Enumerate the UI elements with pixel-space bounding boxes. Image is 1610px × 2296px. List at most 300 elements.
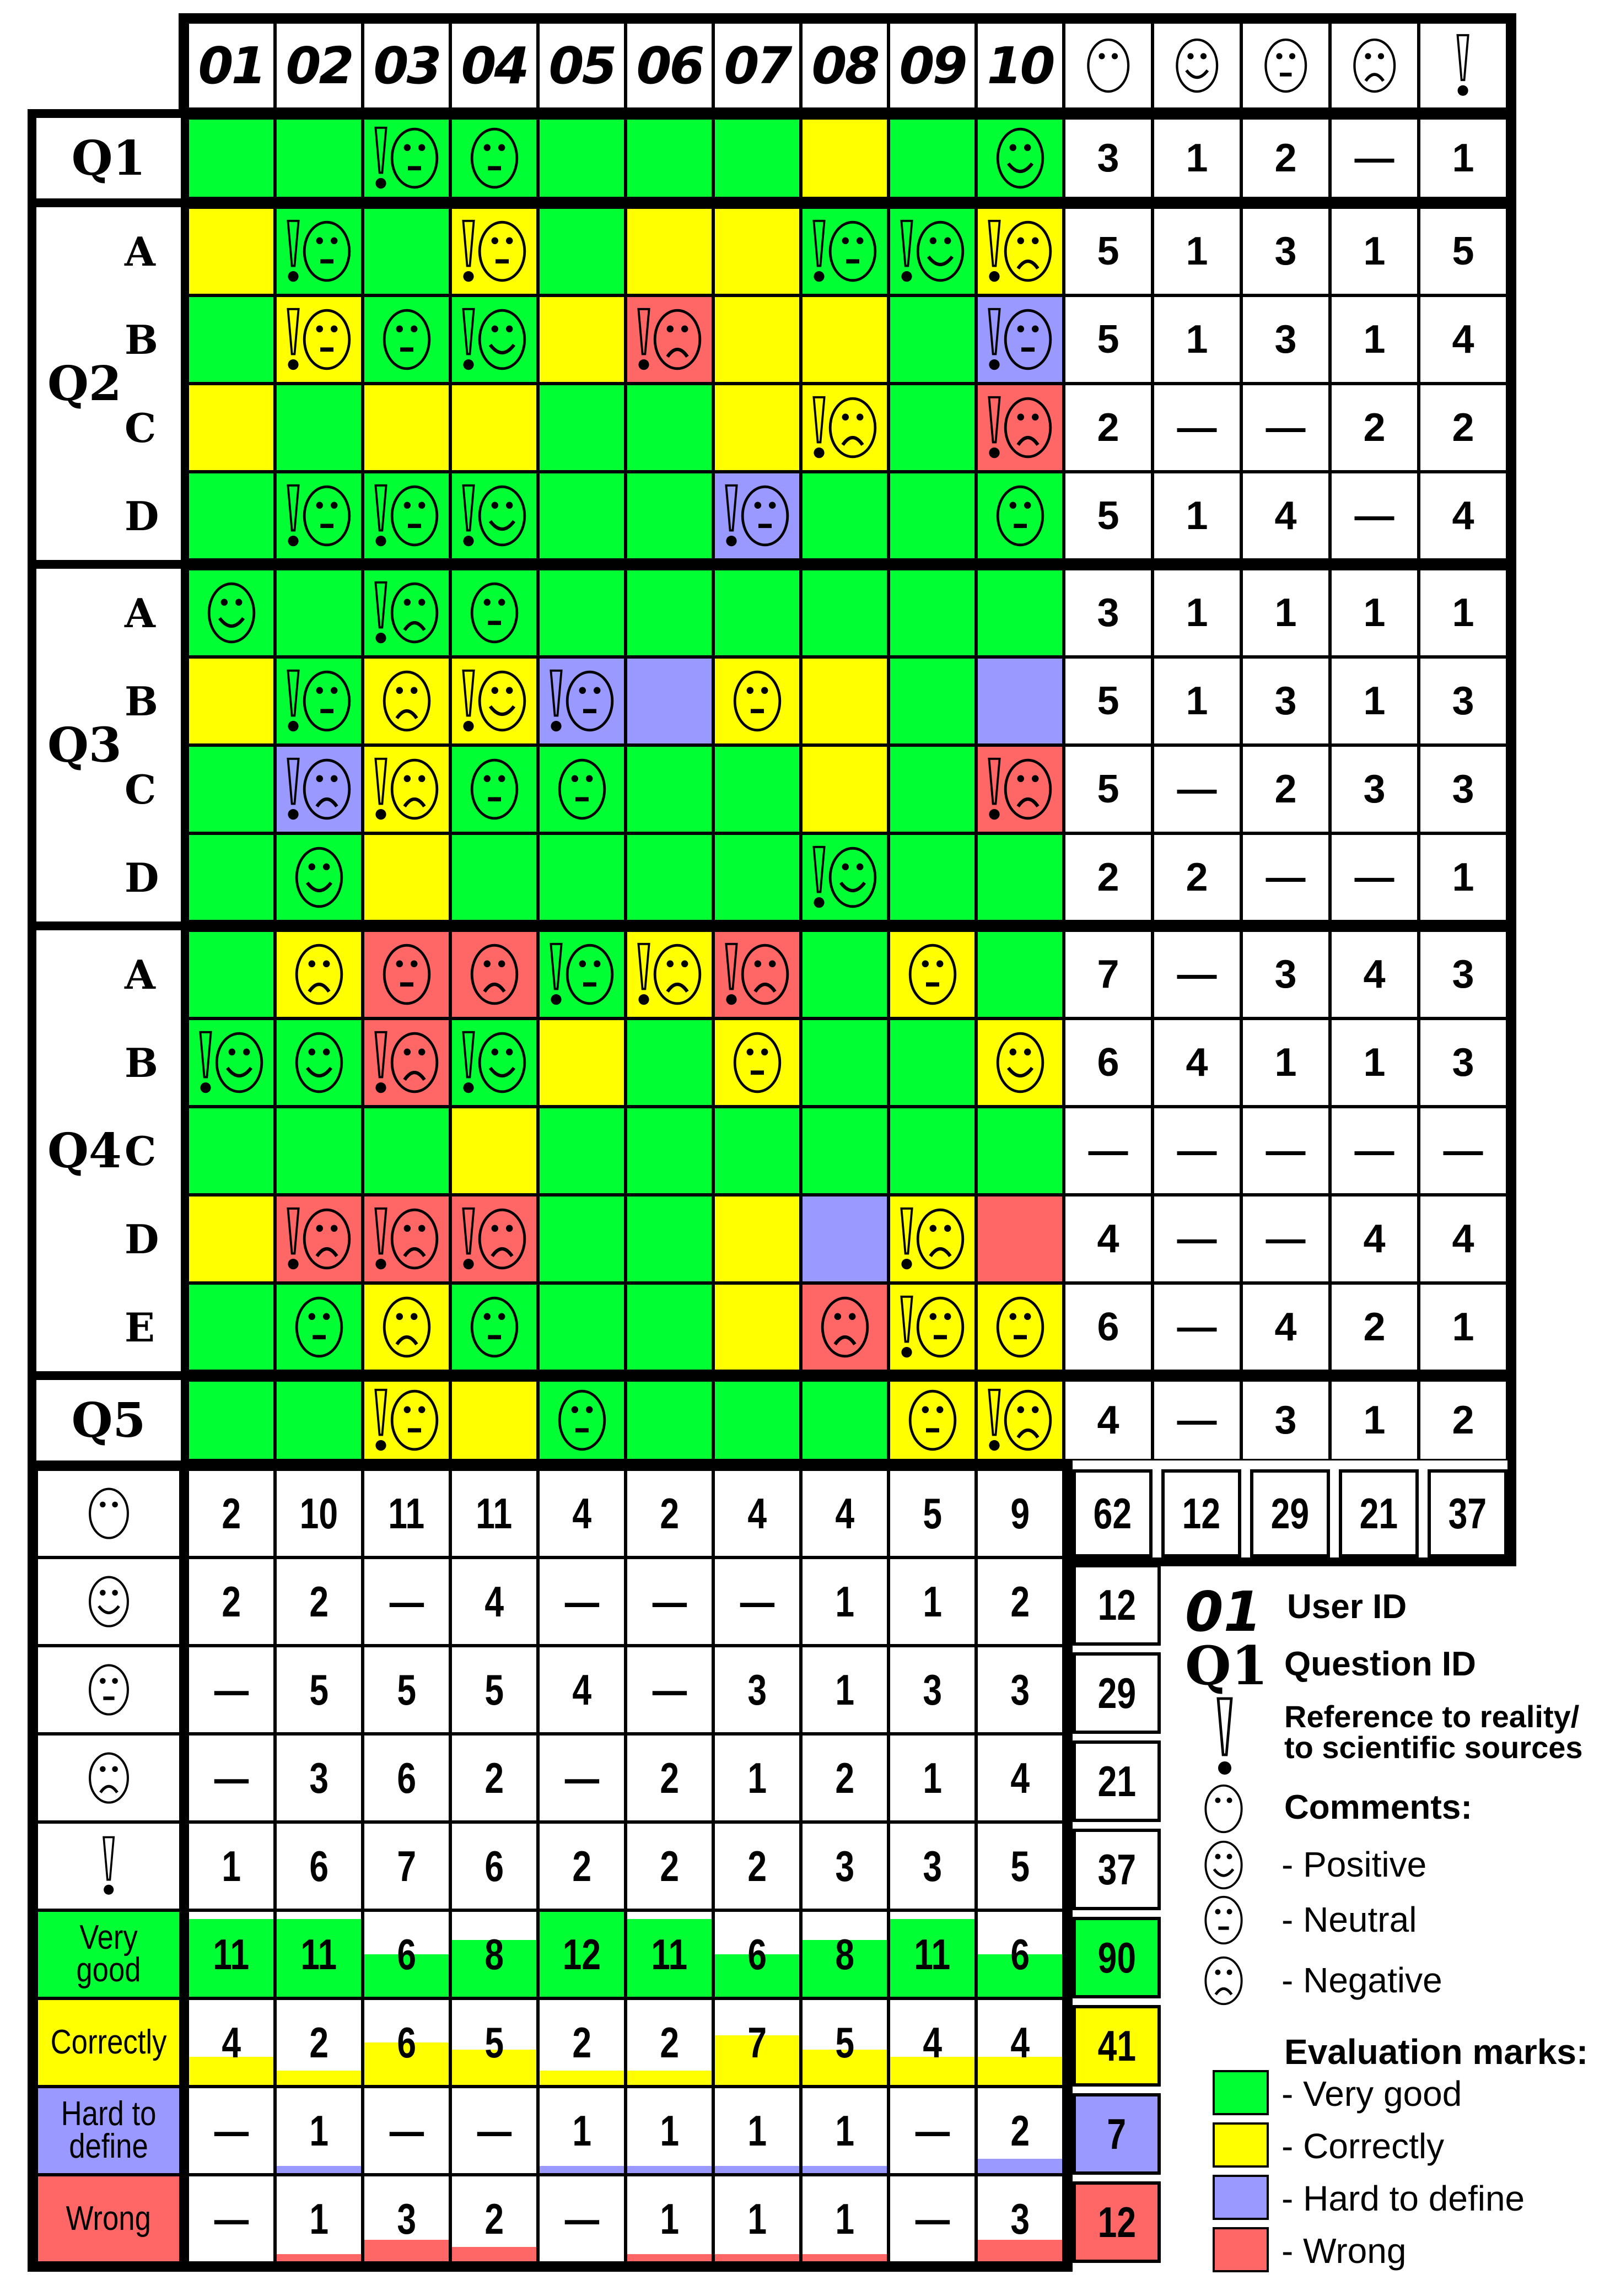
summary-count: — — [1354, 1129, 1394, 1173]
count: 6 — [309, 1841, 329, 1890]
exclamation-icon — [373, 125, 389, 191]
comment-mark — [906, 941, 959, 1007]
neutral-face-icon — [826, 218, 879, 284]
evaluation-cell — [450, 118, 538, 198]
user-eval-count — [363, 2175, 450, 2263]
summary-count: 2 — [1274, 136, 1297, 180]
evaluation-cell — [450, 295, 538, 384]
question-label-Q3 — [36, 569, 181, 921]
exclamation-icon — [723, 941, 740, 1007]
evaluation-cell — [626, 1195, 713, 1283]
evaluation-cell — [363, 1107, 450, 1195]
thick-border — [28, 921, 1516, 930]
evaluation-cell — [801, 657, 889, 745]
evaluation-cell — [976, 930, 1064, 1018]
positive-face-icon — [476, 306, 529, 373]
comment-mark — [556, 756, 609, 822]
neutral-face-icon — [1001, 306, 1054, 373]
evaluation-cell — [889, 745, 976, 833]
negative-face-icon — [1001, 1387, 1054, 1453]
user-id-label: 03 — [373, 36, 440, 95]
count: 11 — [213, 1929, 250, 1979]
evaluation-cell — [713, 930, 801, 1018]
evaluation-cell — [187, 930, 275, 1018]
count: 9 — [1010, 1489, 1030, 1538]
evaluation-cell — [713, 569, 801, 657]
face-icon — [1085, 35, 1132, 96]
question-id: Q4 — [47, 1123, 122, 1179]
user-id-label: 05 — [548, 36, 615, 95]
evaluation-cell — [713, 1107, 801, 1195]
comment-mark — [898, 1294, 967, 1360]
user-eval-count — [626, 2087, 713, 2175]
user-comment-count — [450, 1646, 538, 1734]
count: 3 — [835, 1841, 854, 1890]
user-eval-count — [187, 1910, 275, 1998]
negative-face-icon — [300, 1206, 353, 1272]
thick-border — [1507, 1371, 1516, 1469]
evaluation-cell — [450, 1380, 538, 1460]
negative-face-icon — [300, 756, 353, 822]
count-bar — [277, 2254, 361, 2261]
summary-count: 3 — [1274, 1398, 1297, 1442]
sub-question-id: C — [125, 766, 157, 813]
exclamation-icon — [373, 1206, 389, 1272]
negative-face-icon — [819, 1294, 871, 1360]
summary-count: 3 — [1363, 767, 1386, 811]
exclamation-icon — [373, 756, 389, 822]
legend-neutral-face-icon — [1197, 1894, 1250, 1949]
comment-mark — [460, 218, 529, 284]
comment-mark — [898, 218, 967, 284]
grand-total-value — [1428, 1469, 1507, 1557]
eval-row-label — [36, 2087, 181, 2175]
comment-mark — [293, 1030, 346, 1096]
exclamation-icon — [986, 395, 1003, 461]
user-comment-count — [976, 1646, 1064, 1734]
user-comment-count — [713, 1646, 801, 1734]
neutral-face-icon — [388, 125, 441, 191]
count-bar — [803, 2166, 887, 2173]
evaluation-cell — [275, 384, 363, 472]
column-header-user-10 — [976, 22, 1064, 109]
thick-border — [28, 1460, 36, 2272]
count: 4 — [1010, 1753, 1030, 1802]
count: 2 — [222, 1489, 241, 1538]
evaluation-cell — [187, 472, 275, 560]
count: 4 — [572, 1489, 591, 1538]
exclamation-icon — [986, 306, 1003, 373]
total: 41 — [1097, 2021, 1136, 2070]
summary-count: — — [1354, 494, 1394, 538]
row-summary-value — [1419, 472, 1507, 560]
user-id-label: 01 — [198, 36, 265, 95]
comment-mark — [373, 1030, 441, 1096]
summary-count: 1 — [1452, 855, 1474, 899]
column-header-user-07 — [713, 22, 801, 109]
user-eval-count — [363, 2087, 450, 2175]
comment-mark — [373, 483, 441, 549]
summary-count: 2 — [1363, 1305, 1386, 1349]
column-header-user-01 — [187, 22, 275, 109]
total: 29 — [1097, 1668, 1136, 1717]
comment-mark — [373, 1206, 441, 1272]
exclamation-icon — [373, 1387, 389, 1453]
user-comment-count — [713, 1734, 801, 1822]
count: — — [652, 1665, 687, 1714]
comment-mark — [285, 1206, 353, 1272]
comment-mark — [460, 1030, 529, 1096]
evaluation-cell — [187, 1380, 275, 1460]
evaluation-cell — [275, 745, 363, 833]
legend-hard: - Hard to define — [1281, 2179, 1525, 2218]
summary-row-label — [36, 1469, 181, 1557]
negative-face-icon — [293, 941, 346, 1007]
comment-mark — [285, 218, 353, 284]
evaluation-cell — [713, 207, 801, 295]
exclamation-icon — [1453, 33, 1472, 99]
exclamation-icon — [197, 1030, 214, 1096]
count: 5 — [835, 2018, 854, 2067]
summary-count: 1 — [1363, 679, 1386, 723]
comment-mark — [380, 941, 433, 1007]
evaluation-cell — [713, 1380, 801, 1460]
user-comment-count — [450, 1557, 538, 1646]
user-eval-count — [187, 2175, 275, 2263]
row-summary-value — [1419, 1283, 1507, 1371]
neutral-face-icon — [300, 218, 353, 284]
column-header-user-04 — [450, 22, 538, 109]
legend-user-id-sample: 01 — [1185, 1580, 1262, 1644]
summary-count: 2 — [1452, 1398, 1474, 1442]
exclamation-icon — [285, 218, 301, 284]
row-summary-value — [1330, 569, 1419, 657]
comment-mark — [636, 306, 704, 373]
user-eval-count — [976, 2087, 1064, 2175]
sub-question-id: C — [125, 404, 157, 451]
exclamation-icon — [986, 218, 1003, 284]
user-eval-count — [801, 2175, 889, 2263]
evaluation-cell — [801, 833, 889, 921]
user-comment-count — [801, 1646, 889, 1734]
summary-count: — — [1177, 767, 1217, 811]
evaluation-cell — [363, 745, 450, 833]
summary-count: 1 — [1274, 1041, 1297, 1085]
evaluation-cell — [450, 207, 538, 295]
summary-count: 1 — [1363, 1398, 1386, 1442]
user-eval-count — [363, 1998, 450, 2087]
positive-face-icon — [994, 1030, 1047, 1096]
exclamation-icon — [373, 483, 389, 549]
comment-mark — [380, 306, 433, 373]
row-summary-value — [1153, 384, 1241, 472]
summary-count: 5 — [1097, 679, 1119, 723]
user-comment-count — [538, 1734, 626, 1822]
neutral-face-icon — [476, 218, 529, 284]
comment-mark — [460, 1206, 529, 1272]
row-summary-value — [1153, 1283, 1241, 1371]
comment-mark — [468, 756, 521, 822]
comment-mark — [986, 756, 1054, 822]
thick-border — [28, 560, 36, 930]
row-summary-value — [1064, 207, 1153, 295]
negative-face-icon — [388, 1206, 441, 1272]
thick-border — [28, 1460, 1064, 1469]
evaluation-cell — [363, 1283, 450, 1371]
row-summary-value — [1330, 1107, 1419, 1195]
evaluation-cell — [187, 745, 275, 833]
count: 2 — [747, 1841, 767, 1890]
comment-mark — [468, 580, 521, 646]
evaluation-cell — [889, 1380, 976, 1460]
user-eval-count — [187, 2087, 275, 2175]
row-summary-value — [1241, 1283, 1330, 1371]
summary-count: 2 — [1097, 855, 1119, 899]
count-bar — [277, 2071, 361, 2085]
sub-question-id: A — [125, 589, 155, 637]
total: 21 — [1097, 1756, 1136, 1805]
row-summary-value — [1153, 930, 1241, 1018]
evaluation-cell — [275, 207, 363, 295]
user-comment-count — [538, 1469, 626, 1557]
user-eval-count — [538, 2087, 626, 2175]
count: — — [564, 1577, 599, 1626]
legend-face-icon — [1197, 1782, 1250, 1838]
evaluation-cell — [450, 930, 538, 1018]
comment-mark — [285, 756, 353, 822]
evaluation-cell — [801, 472, 889, 560]
comment-mark — [373, 580, 441, 646]
summary-row-label — [36, 1822, 181, 1910]
count-bar — [540, 2166, 624, 2173]
neutral-face-icon — [1262, 35, 1310, 96]
evaluation-cell — [187, 657, 275, 745]
user-eval-count — [275, 1998, 363, 2087]
evaluation-cell — [801, 295, 889, 384]
user-comment-count — [538, 1557, 626, 1646]
summary-count: 1 — [1186, 136, 1208, 180]
evaluation-cell — [626, 745, 713, 833]
summary-count: 1 — [1452, 591, 1474, 635]
row-summary-value — [1153, 1195, 1241, 1283]
comment-mark — [986, 218, 1054, 284]
evaluation-cell — [976, 1283, 1064, 1371]
summary-count: — — [1266, 1129, 1306, 1173]
evaluation-cell — [450, 1283, 538, 1371]
evaluation-cell — [626, 1107, 713, 1195]
sub-question-id: B — [125, 316, 158, 363]
evaluation-cell — [275, 1195, 363, 1283]
user-eval-count — [713, 1998, 801, 2087]
count-bar — [452, 2247, 536, 2261]
legend-user-id-label: User ID — [1287, 1588, 1407, 1626]
grand-total-value — [1073, 1469, 1153, 1557]
row-summary-value — [1241, 295, 1330, 384]
evaluation-cell — [187, 833, 275, 921]
user-comment-count — [450, 1469, 538, 1557]
count: — — [389, 1577, 424, 1626]
evaluation-cell — [801, 207, 889, 295]
evaluation-cell — [889, 930, 976, 1018]
summary-count: 3 — [1274, 679, 1297, 723]
evaluation-cell — [626, 833, 713, 921]
count: 12 — [562, 1929, 601, 1979]
count: — — [214, 1753, 249, 1802]
evaluation-cell — [538, 1283, 626, 1371]
evaluation-cell — [889, 295, 976, 384]
evaluation-cell — [363, 930, 450, 1018]
eval-total — [1073, 2005, 1161, 2087]
user-eval-count — [450, 1910, 538, 1998]
evaluation-cell — [538, 569, 626, 657]
column-header-positive-face — [1153, 22, 1241, 109]
user-id-label: 08 — [811, 36, 878, 95]
summary-count: 1 — [1363, 317, 1386, 362]
row-summary-value — [1241, 384, 1330, 472]
neutral-face-icon — [468, 756, 521, 822]
user-id-label: 06 — [636, 36, 703, 95]
comment-mark — [994, 1294, 1047, 1360]
evaluation-cell — [450, 1107, 538, 1195]
evaluation-cell — [363, 569, 450, 657]
count: 3 — [309, 1753, 329, 1802]
comment-mark — [723, 483, 791, 549]
comment-mark — [293, 844, 346, 910]
summary-count: 2 — [1274, 767, 1297, 811]
exclamation-icon — [285, 483, 301, 549]
exclamation-icon — [373, 1030, 389, 1096]
thick-border — [28, 560, 1516, 569]
count: — — [740, 1577, 774, 1626]
thick-border — [1064, 1460, 1073, 2272]
summary-count: 3 — [1452, 952, 1474, 996]
negative-face-icon — [380, 1294, 433, 1360]
user-eval-count — [889, 2087, 976, 2175]
summary-count: 2 — [1186, 855, 1208, 899]
exclamation-icon — [811, 395, 827, 461]
count: 4 — [747, 1489, 767, 1538]
positive-face-icon — [293, 844, 346, 910]
row-summary-value — [1064, 657, 1153, 745]
thick-border — [1507, 13, 1516, 109]
row-summary-value — [1241, 1107, 1330, 1195]
evaluation-cell — [801, 569, 889, 657]
evaluation-cell — [187, 569, 275, 657]
legend-negative: - Negative — [1281, 1960, 1442, 2000]
comment-mark — [986, 1387, 1054, 1453]
count: 8 — [835, 1929, 854, 1979]
comment-mark — [468, 125, 521, 191]
column-header-user-06 — [626, 22, 713, 109]
evaluation-cell — [713, 745, 801, 833]
thick-border — [181, 118, 187, 198]
evaluation-cell — [713, 295, 801, 384]
count: — — [214, 2106, 249, 2155]
count: 3 — [747, 1665, 767, 1714]
row-summary-value — [1153, 1107, 1241, 1195]
evaluation-cell — [801, 118, 889, 198]
user-eval-count — [713, 1910, 801, 1998]
legend-neutral: - Neutral — [1281, 1900, 1417, 1939]
comment-mark — [986, 395, 1054, 461]
summary-count: 4 — [1186, 1041, 1208, 1085]
neutral-face-icon — [380, 941, 433, 1007]
legend-positive-face-icon — [1197, 1839, 1250, 1894]
count: 4 — [222, 2018, 241, 2067]
evaluation-cell — [713, 472, 801, 560]
comment-mark — [285, 483, 353, 549]
positive-face-icon — [87, 1572, 131, 1631]
evaluation-cell — [801, 1195, 889, 1283]
sub-question-id: C — [125, 1127, 157, 1174]
neutral-face-icon — [380, 306, 433, 373]
user-comment-count — [187, 1734, 275, 1822]
user-comment-count — [976, 1557, 1064, 1646]
question-id: Q1 — [71, 130, 146, 186]
positive-face-icon — [213, 1030, 266, 1096]
evaluation-cell — [626, 1018, 713, 1107]
thick-border — [28, 109, 36, 207]
summary-count: 3 — [1452, 767, 1474, 811]
neutral-face-icon — [388, 1387, 441, 1453]
count: 2 — [660, 1753, 679, 1802]
user-comment-count — [889, 1646, 976, 1734]
sub-question-id: D — [125, 492, 159, 540]
count: 1 — [835, 2106, 854, 2155]
user-comment-count — [275, 1557, 363, 1646]
evaluation-cell — [538, 833, 626, 921]
comment-mark — [460, 483, 529, 549]
thick-border — [179, 13, 1516, 22]
count-bar — [715, 2166, 799, 2173]
evaluation-cell — [713, 118, 801, 198]
row-summary-value — [1064, 1195, 1153, 1283]
count: 8 — [484, 1929, 504, 1979]
summary-count: 5 — [1097, 317, 1119, 362]
comment-mark — [285, 668, 353, 734]
evaluation-cell — [450, 1195, 538, 1283]
evaluation-cell — [713, 833, 801, 921]
exclamation-icon — [285, 756, 301, 822]
total-count: 37 — [1448, 1489, 1487, 1538]
comment-mark — [460, 668, 529, 734]
evaluation-cell — [713, 1018, 801, 1107]
comment-mark — [731, 1030, 784, 1096]
comment-mark — [994, 1030, 1047, 1096]
row-summary-value — [1330, 930, 1419, 1018]
count: — — [915, 2106, 950, 2155]
count: 1 — [309, 2106, 329, 2155]
user-comment-count — [626, 1734, 713, 1822]
evaluation-cell — [538, 384, 626, 472]
neutral-face-icon — [906, 1387, 959, 1453]
total: 12 — [1097, 1580, 1136, 1629]
legend-question-id-sample: Q1 — [1185, 1635, 1268, 1697]
evaluation-cell — [889, 472, 976, 560]
comment-mark — [373, 125, 441, 191]
eval-row-label — [36, 1998, 181, 2087]
count: 4 — [572, 1665, 591, 1714]
evaluation-cell — [889, 657, 976, 745]
eval-total — [1073, 2093, 1161, 2175]
comment-mark — [197, 1030, 266, 1096]
summary-count: 2 — [1363, 406, 1386, 450]
comment-mark — [811, 844, 879, 910]
evaluation-cell — [626, 207, 713, 295]
negative-face-icon — [1351, 35, 1398, 96]
thick-border — [28, 1371, 1516, 1380]
comment-mark — [556, 1387, 609, 1453]
